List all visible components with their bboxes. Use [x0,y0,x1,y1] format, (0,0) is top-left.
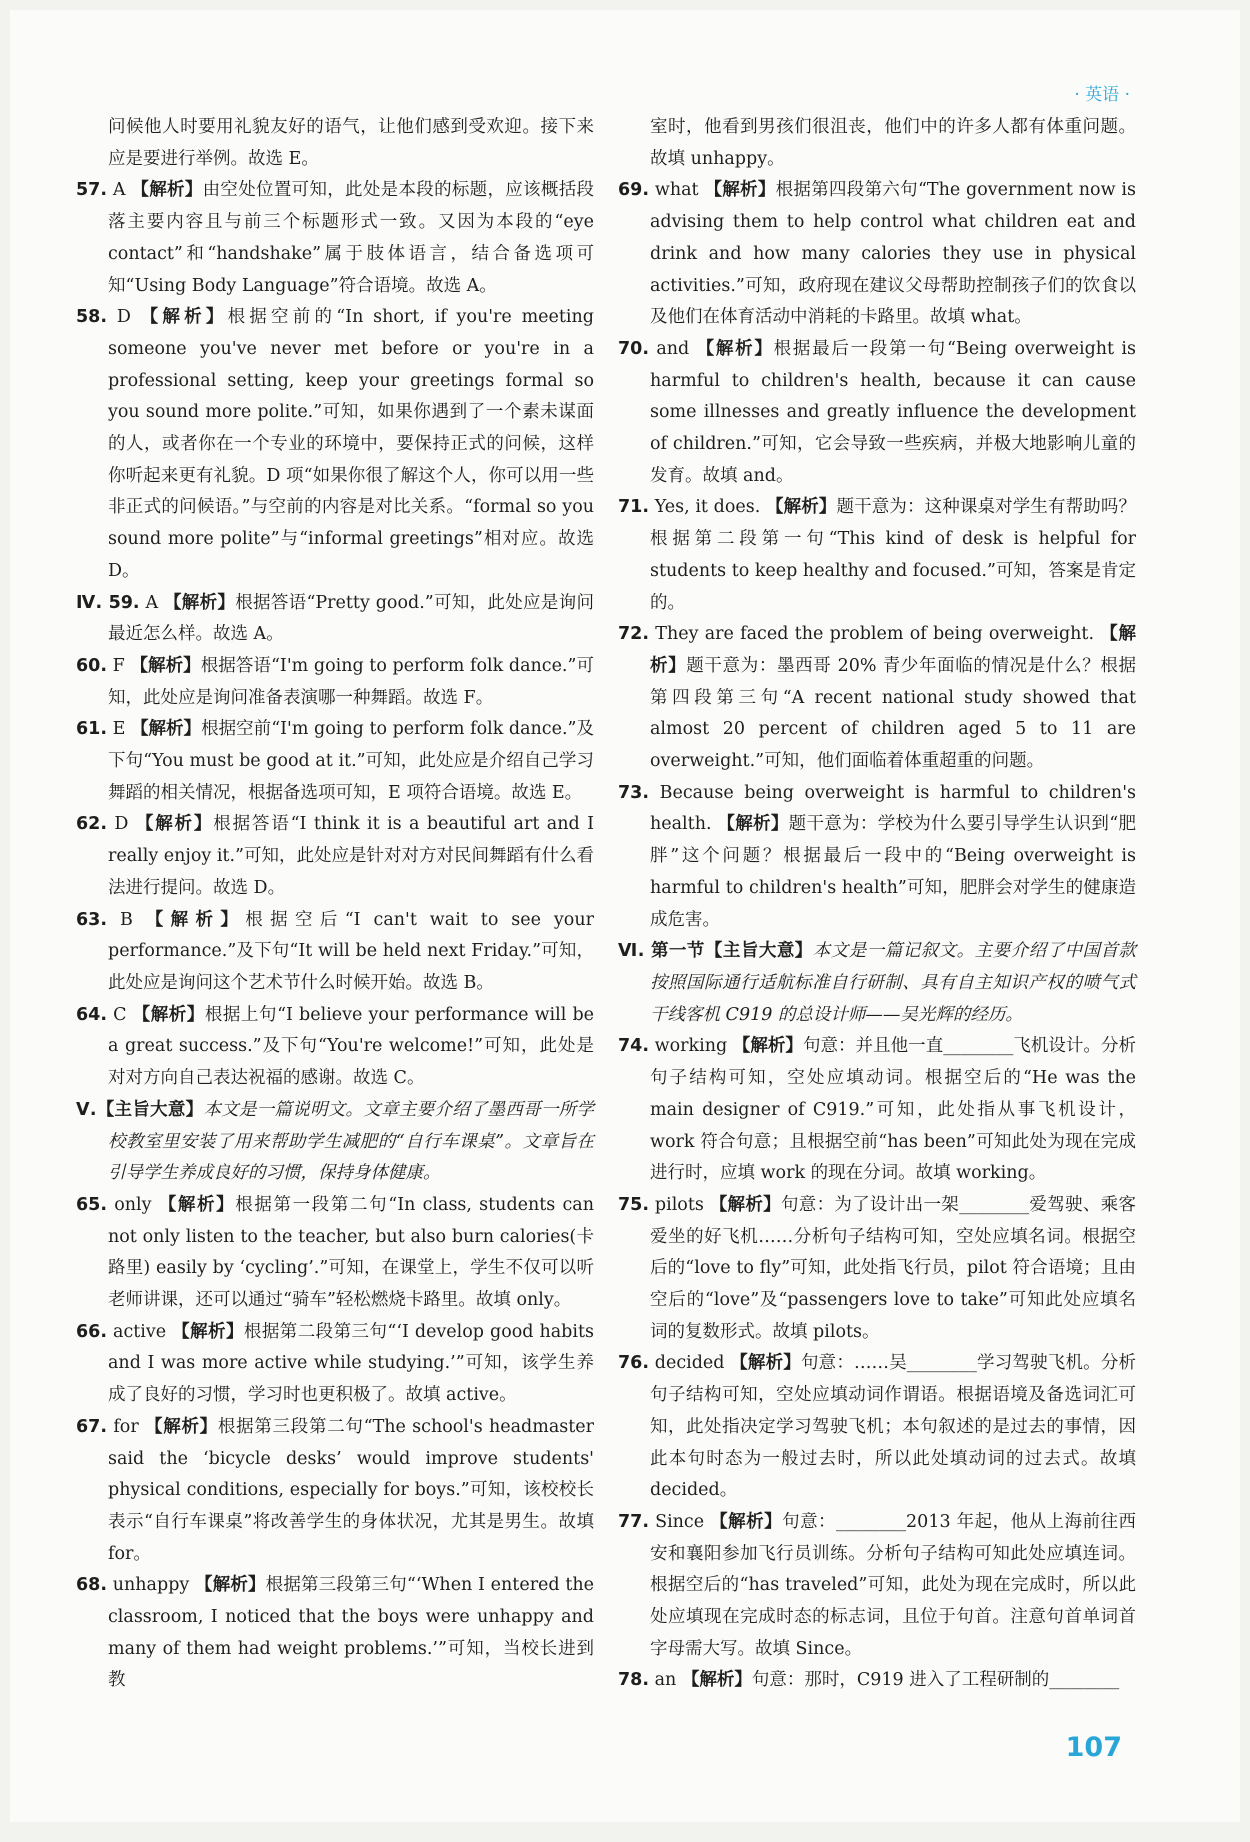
analysis-tag: 【解析】 [132,1004,205,1025]
analysis-tag: 【解析】 [681,1670,752,1691]
answer: F [112,655,125,676]
answer-item [618,1031,1136,1190]
answer: what [654,180,699,201]
question-number: 73. [618,782,650,803]
answer-item [618,1190,1136,1349]
analysis-tag: 【解析】 [709,1194,781,1215]
answer: E [112,719,126,740]
answer-item [76,302,594,587]
section-number: Ⅴ. [76,1099,97,1120]
explanation-text: 根据空后“I can't wait to see your performance.”及下句“It will be held next Friday.”可知，此处应是询问这个艺术节什么时候开始。故选 B。 [108,909,594,993]
continued-paragraph [618,112,1136,175]
question-number: 77. [618,1511,650,1532]
answer: C [113,1004,127,1025]
explanation-text: 根据空前的“In short, if you're meeting someone you've never met before or you're in a professional setting, keep your greetings formal so you sound more polite.”可知，如果你遇到了一个素未谋面的人，或者你在一个专业的环境中，要保持正式的问候，这样你听起来更有礼貌。D 项“如果你很了解这个人，你可以用一些非正式的问候语。”与空前的内容是对比关系。“formal so you sound more polite”与“informal greetings”相对应。故选 D。 [108,307,594,581]
answer-item [76,809,594,904]
answer: A [145,592,159,613]
answer: an [654,1670,677,1691]
answer: only [114,1194,152,1215]
explanation-text: 根据第三段第二句“The school's headmaster said the ‘bicycle desks’ would improve students' physical conditions, especially for boys.”可知，该校校长表示“自行车课桌”将改善学生的身体状况，尤其是男生。故填 for。 [108,1416,594,1564]
explanation-text: 句意：为了设计出一架________爱驾驶、乘客爱坐的好飞机……分析句子结构可知，空处应填名词。根据空后的“love to fly”可知，此处指飞行员，pilot 符合语境；且由空后的“love”及“passengers love to take”可知此处应填名词的复数形式。故填 pilots。 [650,1194,1136,1342]
question-number: 64. [76,1004,108,1025]
answer-item [618,1665,1136,1697]
answer: working [654,1036,728,1057]
answer-item [618,334,1136,493]
theme-tag: 【主旨大意】 [704,941,813,962]
analysis-tag: 【解析】 [717,814,789,835]
explanation-text: 根据第四段第六句“The government now is advising them to help control what children eat and drink and how many calories they use in physical activities.”可知，政府现在建议父母帮助控制孩子们的饮食以及他们在体育活动中消耗的卡路里。故填 what。 [650,180,1136,328]
answer: and [656,338,690,359]
answer-item [76,175,594,302]
answer-item [618,1507,1136,1666]
answer-item [76,1317,594,1412]
answer-item [76,905,594,1000]
answer: They are faced the problem of being overweight. [655,624,1095,645]
explanation-text: 根据答语“Pretty good.”可知，此处应是询问最近怎么样。故选 A。 [108,592,594,645]
analysis-tag: 【解析】 [766,497,837,518]
answer-item [76,651,594,714]
question-number: 68. [76,1575,108,1596]
explanation-text: 根据第一段第二句“In class, students can not only listen to the teacher, but also burn calories(卡路里) easily by ‘cycling’.”可知，在课堂上，学生不仅可以听老师讲课，还可以通过“骑车”轻松燃烧卡路里。故填 only。 [108,1194,594,1311]
question-number: 70. [618,338,650,359]
explanation-text: 问候他人时要用礼貌友好的语气，让他们感到受欢迎。接下来应是要进行举例。故选 E。 [108,117,594,169]
answer: D [114,814,129,835]
answer: active [113,1321,167,1342]
explanation-text: 句意：那时，C919 进入了工程研制的________ [751,1670,1120,1691]
answer: B [119,909,133,930]
answer-item [618,1348,1136,1507]
explanation-text: 题干意为：墨西哥 20% 青少年面临的情况是什么？根据第四段第三句“A recent national study showed that almost 20 percent of children aged 5 to 11 are overweight.”可知，他们面临着体重超重的问题。 [650,655,1136,772]
question-number: 58. [76,307,108,328]
question-number: 67. [76,1416,108,1437]
answer-item [76,714,594,809]
right-column [618,112,1136,1697]
analysis-tag: 【解析】 [195,1575,266,1596]
section-theme [618,936,1136,1031]
question-number: 62. [76,814,108,835]
analysis-tag: 【解析】 [172,1321,244,1342]
explanation-text: 题干意为：这种课桌对学生有帮助吗？根据第二段第一句“This kind of desk is helpful for students to keep healthy and focused.”可知，答案是肯定的。 [650,497,1136,613]
explanation-text: 根据空前“I'm going to perform folk dance.”及下句“You must be good at it.”可知，此处应是介绍自己学习舞蹈的相关情况，根据备选项可知，E 项符合语境。故选 E。 [108,719,594,803]
analysis-tag: 【解析】 [135,814,214,835]
answer-item [76,1000,594,1095]
answer: Since [655,1511,705,1532]
explanation-text: 句意：并且他一直________飞机设计。分析句子结构可知，空处应填动词。根据空后的“He was the main designer of C919.”可知，此处指从事飞机设计，work 符合句意；且根据空前“has been”可知此处为现在完成进行时，应填 work 的现在分词。故填 working。 [650,1036,1136,1184]
question-number: Ⅳ. 59. [76,592,140,613]
answer-key-page [10,10,1240,1822]
answer-item [618,175,1136,334]
analysis-tag: 【解析】 [131,180,203,201]
answer: A [112,180,126,201]
theme-text: 本文是一篇说明文。文章主要介绍了墨西哥一所学校教室里安装了用来帮助学生减肥的“自行车课桌”。文章旨在引导学生养成良好的习惯，保持身体健康。 [108,1099,595,1184]
answer: for [113,1416,139,1437]
theme-text: 本文是一篇记叙文。主要介绍了中国首款按照国际通行适航标准自行研制、具有自主知识产权的喷气式干线客机 C919 的总设计师——吴光辉的经历。 [650,941,1137,1025]
analysis-tag: 【解析】 [158,1194,236,1215]
subject-header: · 英语 · [1074,85,1130,105]
left-column [76,112,594,1697]
answer-item [618,619,1136,778]
answer-item [76,588,594,651]
answer: D [116,307,131,328]
analysis-tag: 【解析】 [130,719,202,740]
explanation-text: 根据最后一段第一句“Being overweight is harmful to children's health, because it can cause some illnesses and greatly influence the development of children.”可知，它会导致一些疾病，并极大地影响儿童的发育。故填 and。 [650,338,1136,486]
section-theme [76,1095,594,1190]
explanation-text: 由空处位置可知，此处是本段的标题，应该概括段落主要内容且与前三个标题形式一致。又因为本段的“eye contact”和“handshake”属于肢体语言，结合备选项可知“Using Body Language”符合语境。故选 A。 [108,180,594,296]
answer: Because being overweight is harmful to children's health. [650,782,1136,835]
question-number: 61. [76,719,108,740]
analysis-tag: 【解析】 [730,1353,801,1374]
explanation-text: 句意：________2013 年起，他从上海前往西安和襄阳参加飞行员训练。分析句子结构可知此处应填连词。根据空后的“has traveled”可知，此处为现在完成时，所以此处应填现在完成时态的标志词，且位于句首。注意句首单词首字母需大写。故填 Since。 [650,1511,1136,1659]
analysis-tag: 【解析】 [163,592,236,613]
question-number: 63. [76,909,108,930]
question-number: 69. [618,180,650,201]
question-number: 78. [618,1670,650,1691]
continued-paragraph [76,112,594,175]
analysis-tag: 【解析】 [732,1036,803,1057]
theme-tag: 【主旨大意】 [96,1099,204,1120]
explanation-text: 根据第三段第三句“‘When I entered the classroom, I noticed that the boys were unhappy and many of them had weight problems.’”可知，当校长进到教 [108,1575,594,1691]
analysis-tag: 【解析】 [145,909,246,930]
question-number: 57. [76,180,108,201]
answer: pilots [654,1194,704,1215]
answer-item [76,1190,594,1317]
question-number: 65. [76,1194,108,1215]
answer-item [618,778,1136,937]
question-number: 72. [618,624,650,645]
analysis-tag: 【解析】 [710,1511,783,1532]
answer-item [618,492,1136,619]
explanation-text: 根据上句“I believe your performance will be a great success.”及下句“You're welcome!”可知，此处是对对方向自己表达祝福的感谢。故选 C。 [108,1004,595,1089]
question-number: 75. [618,1194,650,1215]
question-number: 60. [76,655,108,676]
question-number: 66. [76,1321,108,1342]
analysis-tag: 【解析】 [130,655,201,676]
page-number: 107 [1065,1732,1122,1763]
analysis-tag: 【解析】 [140,307,228,328]
explanation-text: 根据答语“I'm going to perform folk dance.”可知，此处应是询问准备表演哪一种舞蹈。故选 F。 [108,655,595,708]
answer: Yes, it does. [654,497,761,518]
question-number: 76. [618,1353,650,1374]
section-number: Ⅵ. 第一节 [618,941,705,962]
question-number: 71. [618,497,650,518]
answer-item [76,1570,594,1697]
answer: decided [654,1353,725,1374]
analysis-tag: 【解析】 [145,1416,218,1437]
explanation-text: 题干意为：学校为什么要引导学生认识到“肥胖”这个问题？根据最后一段中的“Being overweight is harmful to children's health”可知，肥胖会对学生的健康造成危害。 [650,814,1136,930]
analysis-tag: 【解析】 [704,180,776,201]
explanation-text: 室时，他看到男孩们很沮丧，他们中的许多人都有体重问题。故填 unhappy。 [650,117,1136,169]
analysis-tag: 【解析】 [650,624,1136,676]
explanation-text: 句意：……吴________学习驾驶飞机。分析句子结构可知，空处应填动词作谓语。根据语境及备选词汇可知，此处指决定学习驾驶飞机；本句叙述的是过去的事情，因此本句时态为一般过去时，所以此处填动词的过去式。故填 decided。 [650,1353,1136,1501]
answer: unhappy [112,1575,190,1596]
explanation-text: 根据第二段第三句“‘I develop good habits and I was more active while studying.’”可知，该学生养成了良好的习惯，学习时也更积极了。故填 active。 [108,1321,594,1406]
question-number: 74. [618,1036,650,1057]
answer-item [76,1412,594,1571]
analysis-tag: 【解析】 [696,338,774,359]
explanation-text: 根据答语“I think it is a beautiful art and I really enjoy it.”可知，此处应是针对对方对民间舞蹈有什么看法进行提问。故选 D。 [108,814,594,898]
